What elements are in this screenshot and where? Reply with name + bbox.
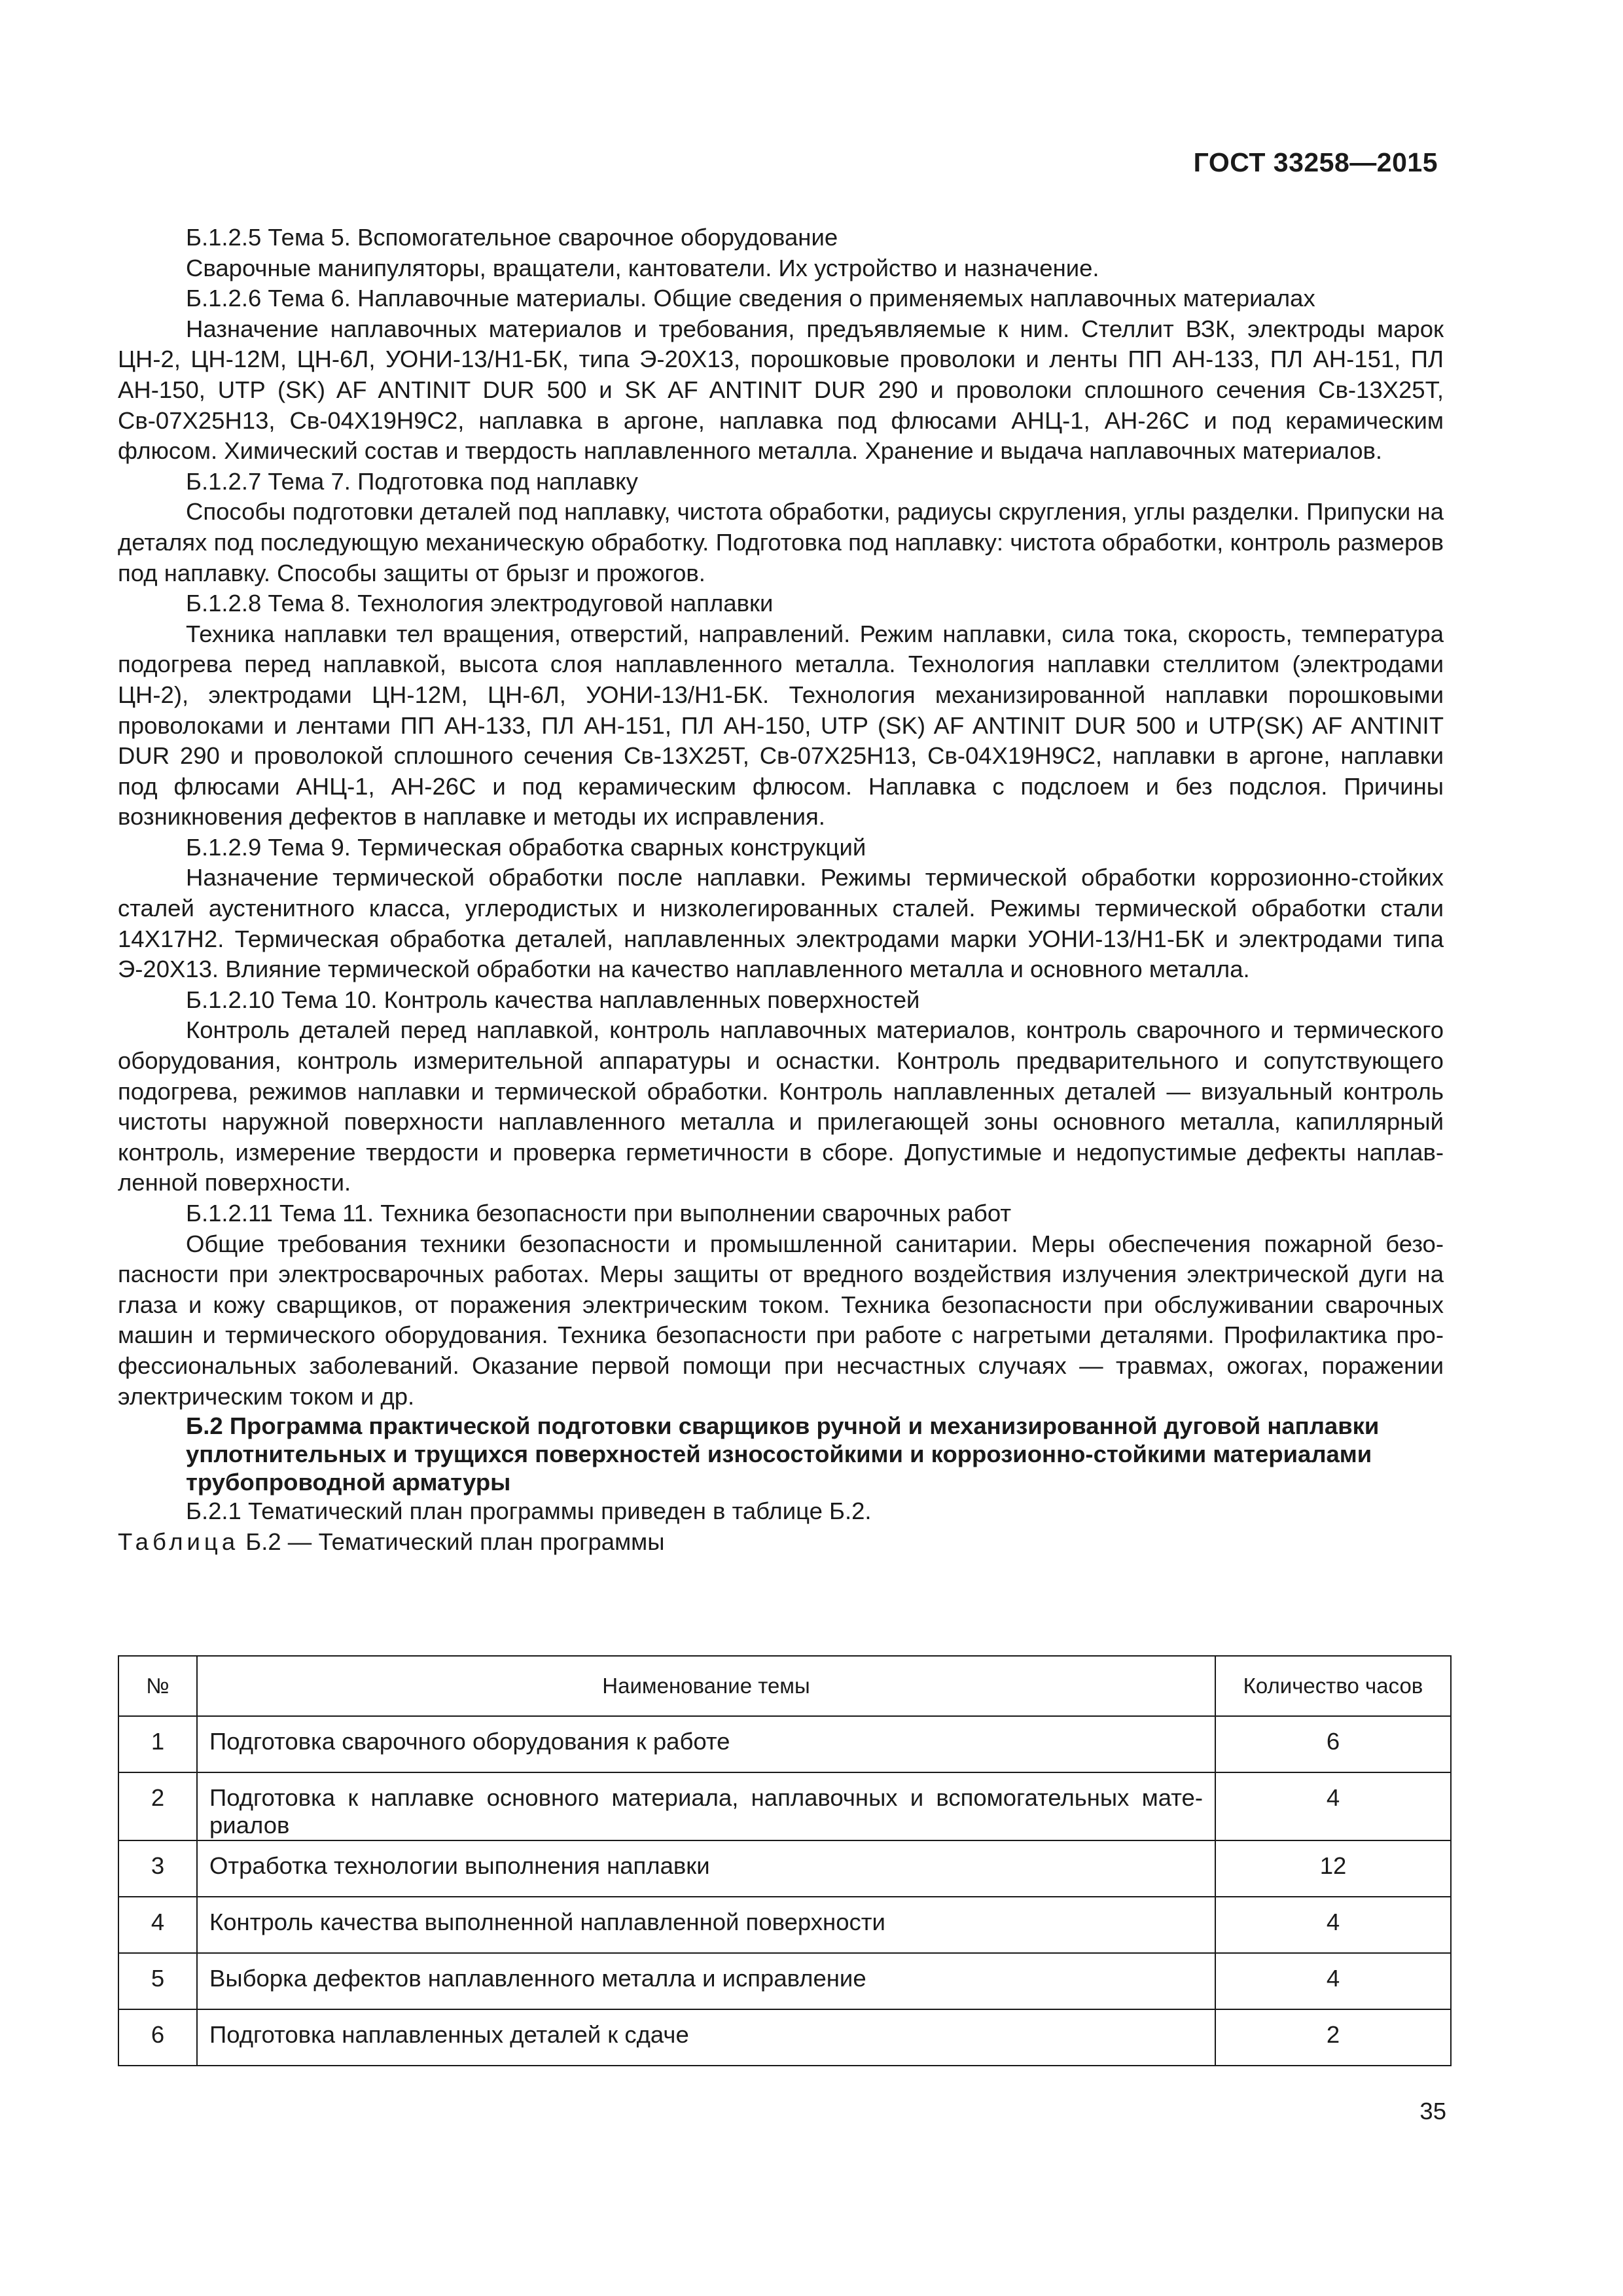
row-topic: Выборка дефектов наплавленного металла и исправление: [197, 1953, 1215, 2009]
row-hours: 4: [1215, 1953, 1451, 2009]
plan-reference: Б.2.1 Тематический план программы приведен в таблице Б.2.: [186, 1498, 872, 1525]
table-caption-label: Таблица: [118, 1528, 240, 1555]
topic-text: Общие требования техники безопасности и промышленной санитарии. Меры обеспечения пожарной безопасности при электросварочных работах. Меры защиты от вредного воздействия излучения электрической дуги на глаза и кожу сварщиков, от поражения электрическим током. Техника безопасности при обслуживании сварочных машин и термического оборудования. Техника безопасности при работе с нагретыми деталями. Профилактика профессиональных заболеваний. Оказание первой помощи при несчастных случаях — травмах, ожогах, поражении электрическим током и др.: [118, 1230, 1444, 1410]
column-header-number: №: [118, 1656, 197, 1716]
row-number: 2: [118, 1772, 197, 1840]
row-hours: 4: [1215, 1772, 1451, 1840]
table-row: [118, 1953, 1451, 2009]
column-header-topic: Наименование темы: [197, 1656, 1215, 1716]
topic-heading: Б.1.2.10 Тема 10. Контроль качества наплавленных поверхностей: [186, 986, 920, 1013]
table-row: [118, 1716, 1451, 1772]
document-body: [118, 223, 1444, 1557]
row-hours: 6: [1215, 1716, 1451, 1772]
table-header-row: [118, 1656, 1451, 1716]
document-code: ГОСТ 33258—2015: [1193, 147, 1438, 177]
table-row: [118, 1840, 1451, 1897]
topic-heading: Б.1.2.8 Тема 8. Технология электродуговой наплавки: [186, 590, 774, 617]
topic-heading: Б.1.2.5 Тема 5. Вспомогательное сварочное оборудование: [186, 224, 838, 251]
table-row: [118, 1897, 1451, 1953]
row-number: 3: [118, 1840, 197, 1897]
row-topic: Отработка технологии выполнения наплавки: [197, 1840, 1215, 1897]
topic-text: Назначение наплавочных материалов и требования, предъявляемые к ним. Стеллит ВЗК, электроды марок ЦН-2, ЦН-12М, ЦН-6Л, УОНИ-13/Н1-БК, типа Э-20Х13, порошковые проволоки и ленты ПП АН-133, ПЛ АН-151, ПЛ АН-150, UTP (SK) AF ANTINIT DUR 500 и SK AF ANTINIT DUR 290 и проволоки сплошного сечения Св-13Х25Т, Св-07Х25Н13, Св-04Х19Н9С2, наплавка в аргоне, наплавка под флюсами АНЦ-1, АН-26С и под керамическим флюсом. Химический состав и твердость наплавленного металла. Хранение и выдача наплавочных материалов.: [118, 315, 1444, 465]
plan-table: [118, 1655, 1452, 2066]
topic-heading: Б.1.2.11 Тема 11. Техника безопасности при выполнении сварочных работ: [186, 1200, 1012, 1227]
topic-text: Техника наплавки тел вращения, отверстий, направлений. Режим наплавки, сила тока, скорость, температура подогрева перед наплавкой, высота слоя наплавленного металла. Технология наплавки стеллитом (электродами ЦН-2), электродами ЦН-12М, ЦН-6Л, УОНИ-13/Н1-БК. Технология механизированной наплавки порошковыми проволоками и лентами ПП АН-133, ПЛ АН-151, ПЛ АН-150, UTP (SK) AF ANTINIT DUR 500 и UTP(SK) AF ANTINIT DUR 290 и проволокой сплошного сечения Св-13Х25Т, Св-07Х25Н13, Св-04Х19Н9С2, наплавки в аргоне, наплавки под флюсами АНЦ-1, АН-26С и под керамическим флюсом. Наплавка с подслоем и без подслоя. Причины возникновения дефектов в наплавке и методы их исправления.: [118, 620, 1444, 831]
row-topic: Контроль качества выполненной наплавленной поверхности: [197, 1897, 1215, 1953]
table-row: [118, 1772, 1451, 1840]
row-hours: 2: [1215, 2009, 1451, 2066]
table-caption-text: Б.2 — Тематический план программы: [239, 1528, 665, 1555]
topic-heading: Б.1.2.7 Тема 7. Подготовка под наплавку: [186, 467, 638, 495]
row-number: 1: [118, 1716, 197, 1772]
topic-text: Сварочные манипуляторы, вращатели, кантователи. Их устройство и назначение.: [186, 254, 1099, 281]
topic-text: Способы подготовки деталей под наплавку, чистота обработки, радиусы скругления, углы разделки. Припуски на деталях под последующую механическую обработку. Подготовка под наплавку: чистота обработки, контроль размеров под наплавку. Способы защиты от брызг и прожогов.: [118, 498, 1444, 586]
row-topic: Подготовка сварочного оборудования к работе: [197, 1716, 1215, 1772]
row-number: 4: [118, 1897, 197, 1953]
topic-text: Назначение термической обработки после наплавки. Режимы термической обработки коррозионно-стойких сталей аустенитного класса, углеродистых и низколегированных сталей. Режимы термической обработки стали 14Х17Н2. Термическая обработка деталей, наплавленных электродами марки УОНИ-13/Н1-БК и электродами типа Э-20Х13. Влияние термической обработки на качество наплавленного металла и основного металла.: [118, 864, 1444, 983]
row-hours: 12: [1215, 1840, 1451, 1897]
topic-heading: Б.1.2.6 Тема 6. Наплавочные материалы. Общие сведения о применяемых наплавочных материалах: [186, 285, 1315, 312]
table-row: [118, 2009, 1451, 2066]
row-number: 5: [118, 1953, 197, 2009]
table-caption: [118, 1527, 1444, 1558]
section-heading: Б.2 Программа практической подготовки сварщиков ручной и механизированной дуговой наплавки уплотнительных и трущихся поверхностей износостойкими и коррозионно-стойкими материалами трубопроводной арматуры: [186, 1412, 1380, 1496]
page-number: 35: [1419, 2098, 1446, 2125]
row-topic: Подготовка к наплавке основного материала, наплавочных и вспомогательных материалов: [197, 1772, 1215, 1840]
topic-heading: Б.1.2.9 Тема 9. Термическая обработка сварных конструкций: [186, 833, 866, 861]
row-topic: Подготовка наплавленных деталей к сдаче: [197, 2009, 1215, 2066]
row-hours: 4: [1215, 1897, 1451, 1953]
topic-text: Контроль деталей перед наплавкой, контроль наплавочных материалов, контроль сварочного и термического оборудования, контроль измерительной аппаратуры и оснастки. Контроль предварительного и сопутствующего подогрева, режимов наплавки и термической обработки. Контроль наплавленных деталей — визуальный контроль чистоты наружной поверхности наплавленного металла и прилегающей зоны основного металла, капиллярный контроль, измерение твердости и проверка герметичности в сборе. Допустимые и недопустимые дефекты наплавленной поверхности.: [118, 1016, 1444, 1196]
column-header-hours: Количество часов: [1215, 1656, 1451, 1716]
row-number: 6: [118, 2009, 197, 2066]
